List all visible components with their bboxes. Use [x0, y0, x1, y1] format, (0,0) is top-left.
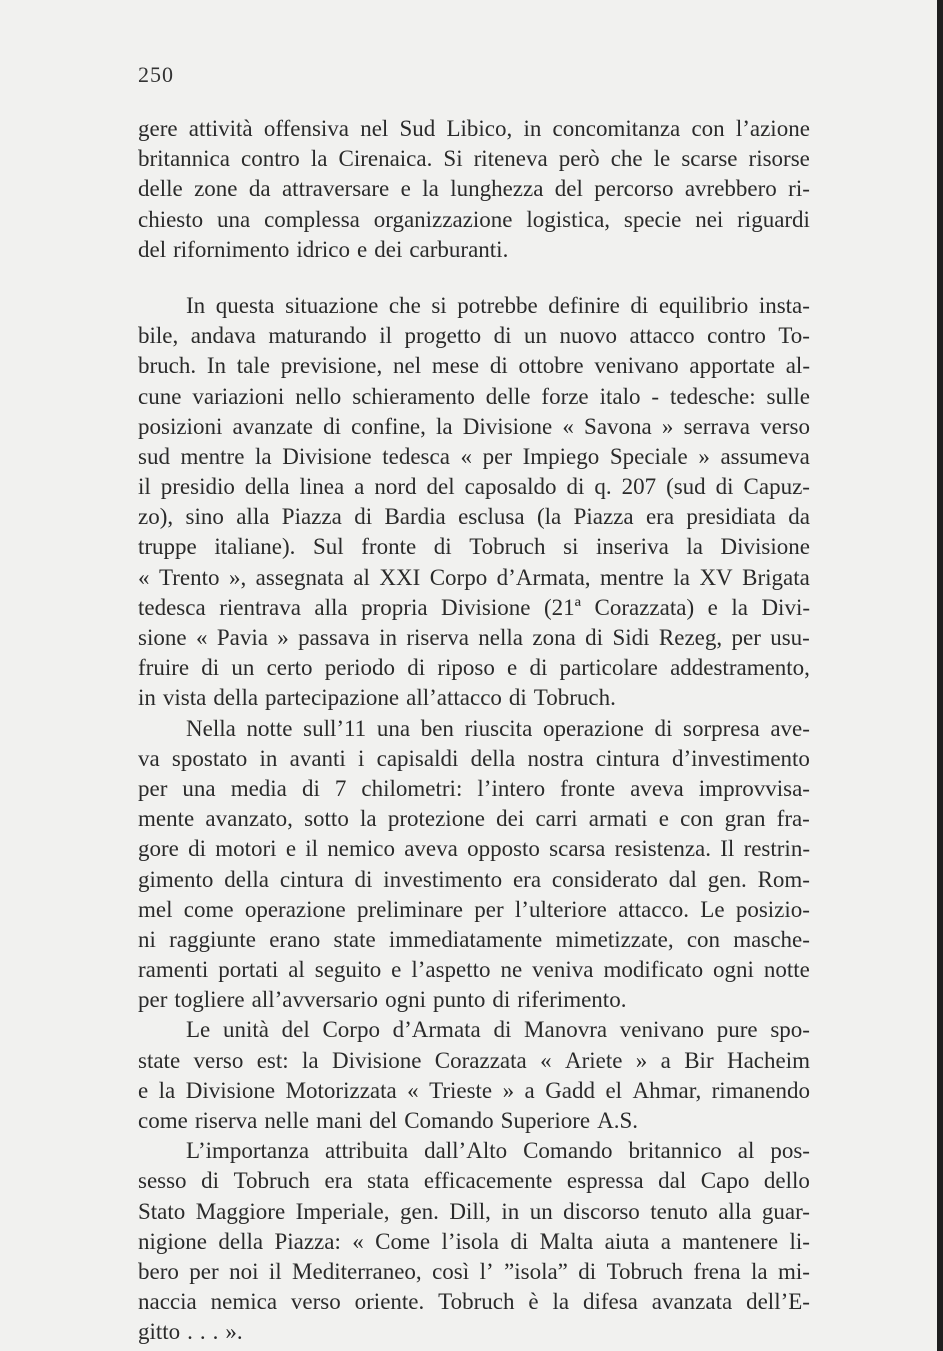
- text-line: mel come operazione preliminare per l’ulteriore attacco. Le posizio-: [138, 896, 810, 922]
- text-line: bile, andava maturando il progetto di un nuovo attacco contro To-: [138, 323, 810, 349]
- text-line: ni raggiunte erano state immediatamente mimetizzate, con masche-: [138, 926, 810, 952]
- paragraph: [138, 1015, 810, 1136]
- text-line: sione « Pavia » passava in riserva nella zona di Sidi Rezeg, per usu-: [138, 625, 810, 650]
- text-line: del rifornimento idrico e dei carburanti.: [138, 236, 509, 262]
- text-line: il presidio della linea a nord del caposaldo di q. 207 (sud di Capuz-: [138, 474, 810, 500]
- paragraph: [138, 291, 810, 714]
- page-number: 250: [138, 62, 174, 87]
- text-line: gore di motori e il nemico aveva opposto scarsa resistenza. Il restrin-: [138, 836, 810, 862]
- text-line: Stato Maggiore Imperiale, gen. Dill, in un discorso tenuto alla guar-: [138, 1198, 810, 1224]
- scan-edge: [937, 0, 943, 1351]
- text-line: truppe italiane). Sul fronte di Tobruch si inseriva la Divisione: [138, 534, 810, 560]
- text-line: In questa situazione che si potrebbe definire di equilibrio insta-: [186, 292, 810, 318]
- text-line: cune variazioni nello schieramento delle forze italo - tedesche: sulle: [138, 383, 810, 409]
- paragraph-gap: [138, 265, 810, 291]
- text-line: britannica contro la Cirenaica. Si riteneva però che le scarse risorse: [138, 146, 810, 172]
- text-line: e la Divisione Motorizzata « Trieste » a Gadd el Ahmar, rimanendo: [138, 1077, 810, 1103]
- text-line: Le unità del Corpo d’Armata di Manovra venivano pure spo-: [186, 1017, 810, 1043]
- text-line: ramenti portati al seguito e l’aspetto ne veniva modificato ogni notte: [138, 957, 810, 983]
- paragraph: [138, 114, 810, 265]
- paragraph: [138, 714, 810, 1016]
- text-line: delle zone da attraversare e la lunghezza del percorso avrebbero ri-: [138, 176, 810, 202]
- text-line: tedesca rientrava alla propria Divisione (21ª Corazzata) e la Divi-: [138, 594, 810, 620]
- text-line: L’importanza attribuita dall’Alto Comando britannico al pos-: [186, 1138, 810, 1164]
- text-line: va spostato in avanti i capisaldi della nostra cintura d’investimento: [138, 745, 810, 771]
- text-line: come riserva nelle mani del Comando Superiore A.S.: [138, 1108, 638, 1133]
- text-line: gimento della cintura di investimento era considerato dal gen. Rom-: [138, 866, 810, 892]
- text-line: mente avanzato, sotto la protezione dei carri armati e con gran fra-: [138, 806, 810, 832]
- text-line: « Trento », assegnata al XXI Corpo d’Armata, mentre la XV Brigata: [138, 564, 810, 590]
- text-line: sesso di Tobruch era stata efficacemente espressa dal Capo dello: [138, 1168, 810, 1194]
- body-text: [138, 114, 810, 1348]
- text-line: nigione della Piazza: « Come l’isola di Malta aiuta a mantenere li-: [138, 1228, 810, 1254]
- text-line: posizioni avanzate di confine, la Divisione « Savona » serrava verso: [138, 413, 810, 439]
- text-line: sud mentre la Divisione tedesca « per Impiego Speciale » assumeva: [138, 443, 810, 469]
- text-line: in vista della partecipazione all’attacco di Tobruch.: [138, 685, 616, 711]
- text-line: per una media di 7 chilometri: l’intero fronte aveva improvvisa-: [138, 775, 810, 801]
- text-line: gere attività offensiva nel Sud Libico, in concomitanza con l’azione: [138, 116, 810, 141]
- text-line: bero per noi il Mediterraneo, così l’ ”isola” di Tobruch frena la mi-: [138, 1258, 810, 1284]
- text-line: naccia nemica verso oriente. Tobruch è la difesa avanzata dell’E-: [138, 1289, 810, 1315]
- text-line: zo), sino alla Piazza di Bardia esclusa (la Piazza era presidiata da: [138, 504, 810, 530]
- text-line: fruire di un certo periodo di riposo e di particolare addestramento,: [138, 655, 810, 681]
- paragraph: [138, 1136, 810, 1347]
- text-line: state verso est: la Divisione Corazzata « Ariete » a Bir Hacheim: [138, 1047, 810, 1073]
- text-line: bruch. In tale previsione, nel mese di ottobre venivano apportate al-: [138, 353, 810, 379]
- text-line: per togliere all’avversario ogni punto di riferimento.: [138, 987, 627, 1013]
- text-line: Nella notte sull’11 una ben riuscita operazione di sorpresa ave-: [186, 715, 810, 741]
- text-line: chiesto una complessa organizzazione logistica, specie nei riguardi: [138, 206, 810, 232]
- text-line: gitto . . . ».: [138, 1319, 243, 1345]
